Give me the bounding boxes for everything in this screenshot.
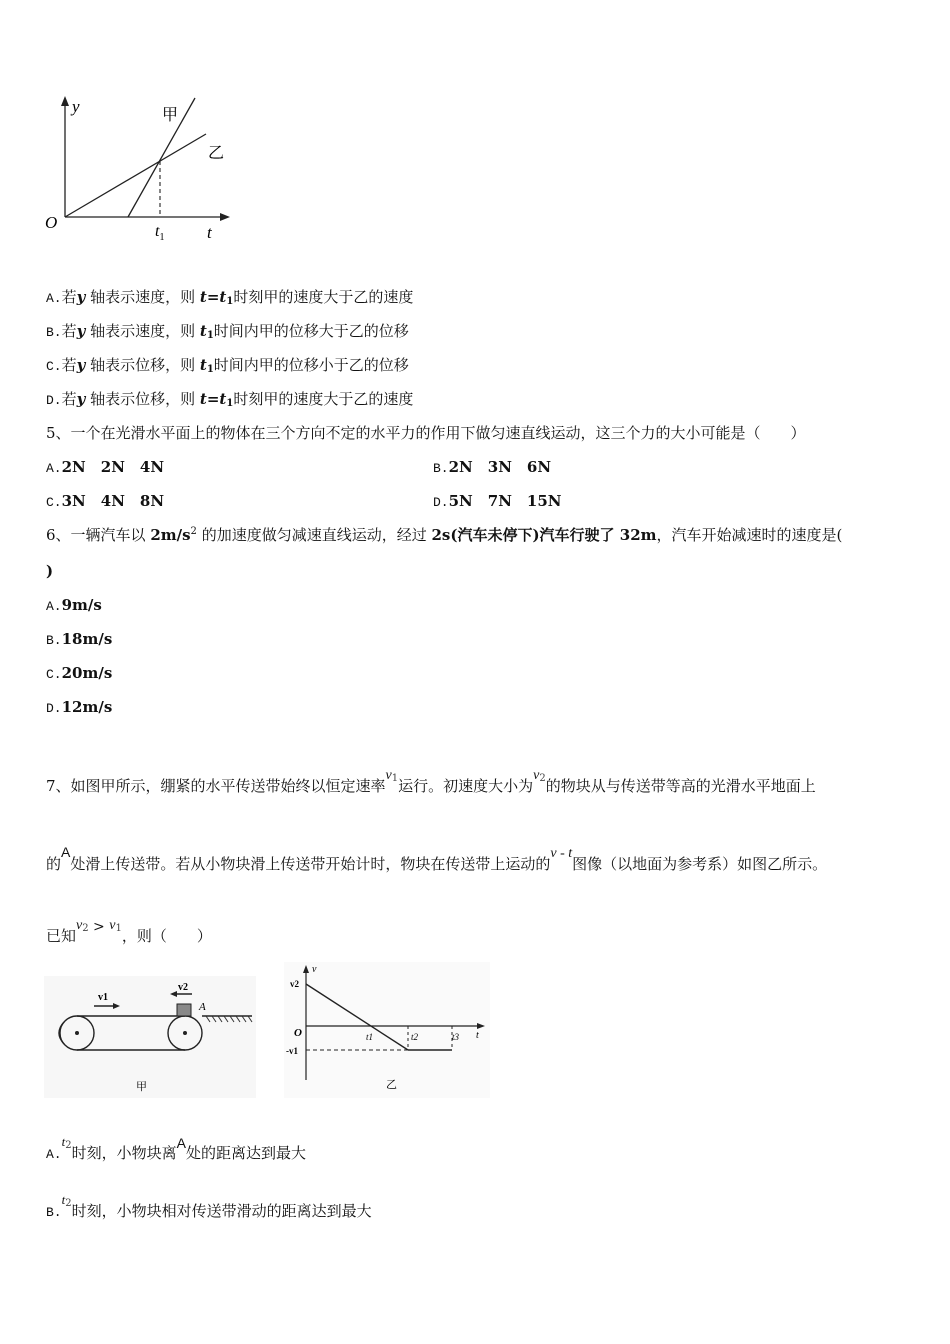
- caption-yi: 乙: [386, 1079, 397, 1091]
- figure-background: [284, 962, 490, 1098]
- t-label: t: [207, 223, 212, 242]
- jia-label: 甲: [162, 107, 179, 124]
- t-label: t: [476, 1030, 479, 1041]
- neg-v1-label: -v1: [286, 1046, 298, 1056]
- yi-label: 乙: [208, 145, 225, 162]
- q7-line3: 已知$v^2 > v^1$，则（ ）: [46, 918, 212, 945]
- q4-option-d: D.若y 轴表示位移，则 $t=t_1$时刻甲的速度大于乙的速度: [46, 390, 414, 409]
- q6-stem-line2: ): [46, 562, 54, 580]
- t1-label: t1: [366, 1032, 374, 1042]
- q6-stem: 6、一辆汽车以 $2m/s^2$ 的加速度做匀减速直线运动，经过 2s(汽车未停下)汽车行驶了 32m，汽车开始减速时的速度是(: [46, 526, 843, 544]
- q5-option-a: A.2N 2N 4N: [46, 458, 165, 476]
- q7-line2: 的A处滑上传送带。若从小物块滑上传送带开始计时，物块在传送带上运动的v - t图像（以地面为参考系）如图乙所示。: [46, 844, 828, 873]
- t2-label: t2: [411, 1032, 419, 1042]
- option-letter: D.: [46, 393, 62, 408]
- option-letter: C.: [46, 359, 62, 374]
- t1-label: $t_1$: [155, 223, 165, 243]
- q5-option-d: D.5N 7N 15N: [433, 492, 562, 510]
- q7-option-a: $A.t^2$时刻，小物块离A处的距离达到最大: [46, 1134, 306, 1162]
- origin-label: O: [294, 1027, 302, 1039]
- q5-option-c: C.3N 4N 8N: [46, 492, 165, 510]
- point-a-label: A: [199, 1001, 206, 1013]
- block: [177, 1004, 191, 1016]
- q7-line1: 7、如图甲所示，绷紧的水平传送带始终以恒定速率$v^1$运行。初速度大小为$v^2$的物块从与传送带等高的光滑水平地面上: [46, 768, 816, 795]
- q6-option-a: A.9m/s: [46, 596, 102, 614]
- q4-option-c: C.若y 轴表示位移，则 $t_1$时间内甲的位移小于乙的位移: [46, 356, 409, 375]
- y-label: y: [72, 97, 80, 116]
- v2-tick-label: v2: [290, 979, 299, 989]
- figure-background: [44, 976, 256, 1098]
- left-pulley-center: [75, 1031, 79, 1035]
- figure-yt-graph: [40, 92, 240, 252]
- caption-jia: 甲: [136, 1081, 147, 1093]
- v-label: v: [312, 964, 317, 975]
- right-pulley-center: [183, 1031, 187, 1035]
- q6-option-d: D.12m/s: [46, 698, 113, 716]
- q7-option-b: $B.t^2$时刻，小物块相对传送带滑动的距离达到最大: [46, 1192, 372, 1220]
- q6-option-b: B.18m/s: [46, 630, 113, 648]
- figure-vt-graph: [284, 962, 490, 1098]
- origin-label: O: [45, 213, 58, 232]
- t-axis-arrow: [220, 213, 230, 221]
- y-axis-arrow: [61, 96, 69, 106]
- q5-stem: 5、一个在光滑水平面上的物体在三个方向不定的水平力的作用下做匀速直线运动，这三个力的大小可能是（ ）: [46, 424, 806, 442]
- q4-option-b: B.若y 轴表示速度，则 $t_1$时间内甲的位移大于乙的位移: [46, 322, 409, 341]
- q5-option-b: B.2N 3N 6N: [433, 458, 552, 476]
- q6-option-c: C.20m/s: [46, 664, 113, 682]
- q4-option-a: A.若y 轴表示速度，则 $t=t_1$时刻甲的速度大于乙的速度: [46, 288, 414, 307]
- t3-label: t3: [452, 1032, 460, 1042]
- option-letter: A.: [46, 291, 62, 306]
- figure-conveyor-belt: [44, 976, 256, 1098]
- v1-label: v1: [98, 992, 108, 1003]
- option-letter: B.: [46, 325, 62, 340]
- v2-label: v2: [178, 982, 188, 993]
